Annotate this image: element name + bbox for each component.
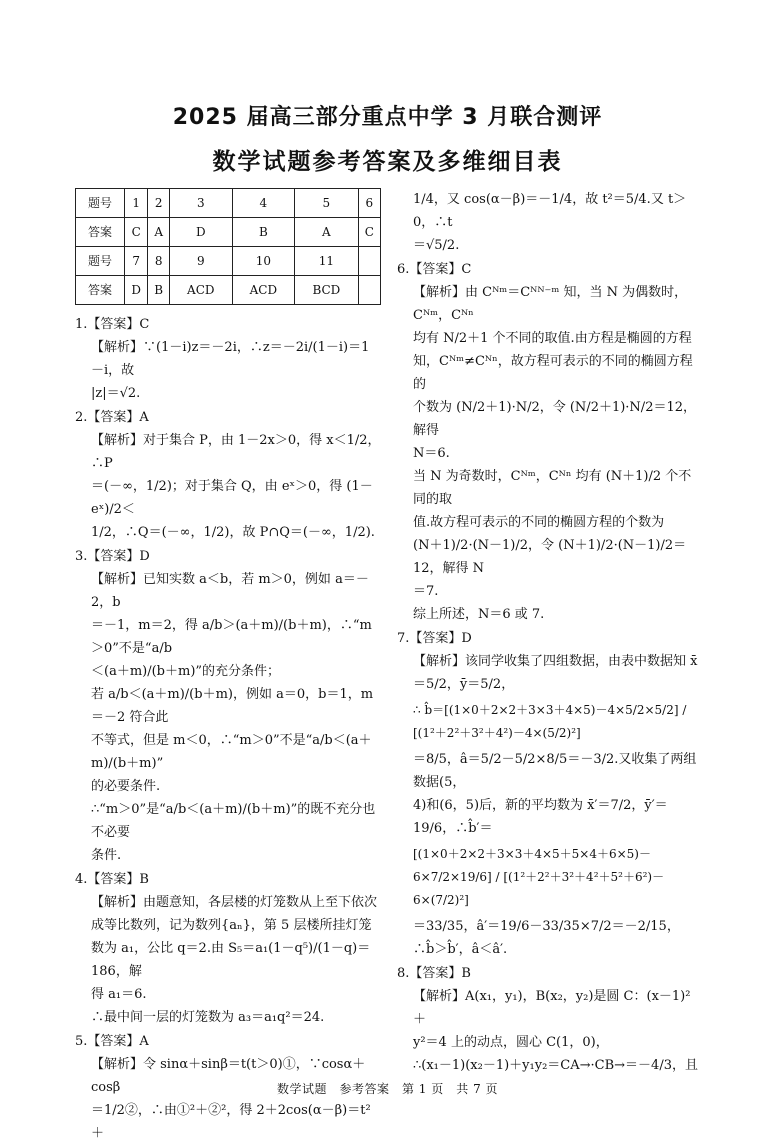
right-column [397, 188, 699, 1077]
solution-line: ∴“m＞0”是“a/b＜(a＋m)/(b＋m)”的既不充分也不必要 [91, 802, 376, 840]
solution-line: 若 a/b＜(a＋m)/(b＋m)，例如 a＝0，b＝1，m＝－2 符合此 [91, 687, 374, 725]
solution-line: 条件. [91, 848, 122, 863]
answer-heading: 8.【答案】B [397, 966, 471, 981]
answer-table-cell: 10 [232, 247, 295, 276]
solution-line: 【解析】∵(1－i)z＝－2i，∴z＝－2i/(1－i)＝1－i，故 [91, 340, 370, 378]
answer-table-cell: 3 [169, 189, 232, 218]
answer-table-cell: 答案 [76, 218, 125, 247]
solution-line: |z|＝√2. [91, 386, 141, 401]
answer-table-cell: D [169, 218, 232, 247]
solution-line: 【解析】由题意知，各层楼的灯笼数从上至下依次 [91, 895, 378, 910]
answer-table-cell: ACD [169, 276, 232, 305]
answer-table-row [76, 276, 381, 305]
solution-line: 1/4，又 cos(α－β)＝－1/4，故 t²＝5/4.又 t＞0，∴t [413, 192, 687, 230]
solution-line: ＝－1，m＝2，得 a/b＞(a＋m)/(b＋m)，∴“m＞0”不是“a/b [91, 618, 372, 656]
answer-table-row [76, 218, 381, 247]
equation-line: ∴ b̂＝[(1×0＋2×2＋3×3＋4×5)－4×5/2×5/2] / [(1²＋2²＋3²＋4²)－4×(5/2)²] [413, 703, 687, 740]
answer-heading: 1.【答案】C [75, 317, 150, 332]
solution-line: 【解析】令 sinα＋sinβ＝t(t＞0)①，∵cosα＋cosβ [91, 1057, 366, 1095]
solution-line: ＝7. [413, 584, 439, 599]
answer-table-cell: 9 [169, 247, 232, 276]
answer-table-cell: D [125, 276, 148, 305]
page-footer: 数学试题 参考答案 第 1 页 共 7 页 [276, 1082, 499, 1096]
solution-line: 的必要条件. [91, 779, 161, 794]
solution-line: y²＝4 上的动点，圆心 C(1，0)， [413, 1035, 609, 1050]
answer-table-cell: B [148, 276, 170, 305]
solution-line: ＝(－∞，1/2)；对于集合 Q，由 eˣ＞0，得 (1－eˣ)/2＜ [91, 479, 373, 517]
solution-line: 知，Cᴺᵐ≠Cᴺⁿ，故方程可表示的不同的椭圆方程的 [413, 354, 693, 392]
solution-line: 成等比数列，记为数列{aₙ}，第 5 层楼所挂灯笼 [91, 918, 372, 933]
answer-table-row [76, 189, 381, 218]
solution-line: 【解析】A(x₁，y₁)，B(x₂，y₂)是圆 C：(x－1)²＋ [413, 989, 691, 1027]
answer-heading: 7.【答案】D [397, 631, 472, 646]
right-content [397, 188, 699, 1077]
answer-table-cell: 答案 [76, 276, 125, 305]
answer-table-cell: A [148, 218, 170, 247]
left-column [75, 188, 381, 1145]
equation-line: [(1×0＋2×2＋3×3＋4×5＋5×4＋6×5)－6×7/2×19/6] / [(1²＋2²＋3²＋4²＋5²＋6²)－6×(7/2)²] [413, 847, 665, 907]
solution-line: 得 a₁＝6. [91, 987, 147, 1002]
answer-table-cell: 2 [148, 189, 170, 218]
answer-table-cell: 7 [125, 247, 148, 276]
answer-table-cell: 11 [295, 247, 358, 276]
solution-line: 均有 N/2＋1 个不同的取值.由方程是椭圆的方程 [413, 331, 692, 346]
solution-line: 1/2，∴Q＝(－∞，1/2)，故 P∩Q＝(－∞，1/2). [91, 525, 375, 540]
left-content [75, 313, 381, 1145]
answer-heading: 4.【答案】B [75, 872, 149, 887]
answer-heading: 5.【答案】A [75, 1034, 149, 1049]
answer-table-cell: 4 [232, 189, 295, 218]
answer-table-cell: C [358, 218, 380, 247]
page-subtitle: 数学试题参考答案及多维细目表 [212, 149, 563, 175]
answer-table [75, 188, 381, 305]
page-title: 2025 届高三部分重点中学 3 月联合测评 [172, 105, 603, 130]
answer-table-cell: 5 [295, 189, 358, 218]
solution-line: 【解析】由 Cᴺᵐ＝Cᴺᴺ⁻ᵐ 知，当 N 为偶数时，Cᴺᵐ，Cᴺⁿ [413, 285, 688, 323]
answer-table-cell: BCD [295, 276, 358, 305]
solution-line: 数为 a₁，公比 q＝2.由 S₅＝a₁(1－q⁵)/(1－q)＝186，解 [91, 941, 371, 979]
solution-line: 综上所述，N＝6 或 7. [413, 607, 545, 622]
answer-table-cell: 1 [125, 189, 148, 218]
solution-line: 值.故方程可表示的不同的椭圆方程的个数为 [413, 515, 665, 530]
answer-table-cell: 6 [358, 189, 380, 218]
answer-table-row [76, 247, 381, 276]
answer-heading: 6.【答案】C [397, 262, 472, 277]
solution-line: ＝√5/2. [413, 238, 460, 253]
solution-line: 4)和(6，5)后，新的平均数为 x̄′＝7/2，ȳ′＝19/6，∴b̂′＝ [413, 798, 668, 836]
solution-line: ＝33/35，â′＝19/6－33/35×7/2＝－2/15，∴b̂＞b̂′，â＜â′. [413, 919, 680, 957]
solution-line: ＜(a＋m)/(b＋m)”的充分条件； [91, 664, 281, 679]
answer-table-cell: 8 [148, 247, 170, 276]
solution-line: ＝1/2②，∴由①²＋②²，得 2＋2cos(α－β)＝t²＋ [91, 1103, 371, 1141]
solution-line: ＝5/2，ȳ＝5/2， [413, 677, 515, 692]
solution-line: ∴最中间一层的灯笼数为 a₃＝a₁q²＝24. [91, 1010, 325, 1025]
answer-table-cell [358, 247, 380, 276]
solution-line: 当 N 为奇数时，Cᴺᵐ，Cᴺⁿ 均有 (N＋1)/2 个不同的取 [413, 469, 692, 507]
answer-table-cell: ACD [232, 276, 295, 305]
answer-heading: 2.【答案】A [75, 410, 149, 425]
answer-table-cell: B [232, 218, 295, 247]
answer-heading: 3.【答案】D [75, 549, 150, 564]
answer-table-cell: A [295, 218, 358, 247]
solution-line: 不等式，但是 m＜0，∴“m＞0”不是“a/b＜(a＋m)/(b＋m)” [91, 733, 372, 771]
answer-table-cell: 题号 [76, 247, 125, 276]
answer-table-cell: C [125, 218, 148, 247]
answer-table-cell [358, 276, 380, 305]
solution-line: ＝8/5，â＝5/2－5/2×8/5＝－3/2.又收集了两组数据(5， [413, 752, 697, 790]
solution-line: 【解析】该同学收集了四组数据，由表中数据知 x̄ [413, 654, 698, 669]
solution-line: 【解析】已知实数 a＜b，若 m＞0，例如 a＝－2，b [91, 572, 369, 610]
answer-table-cell: 题号 [76, 189, 125, 218]
solution-line: (N＋1)/2·(N－1)/2，令 (N＋1)/2·(N－1)/2＝12，解得 N [413, 538, 687, 576]
solution-line: 【解析】对于集合 P，由 1－2x＞0，得 x＜1/2，∴P [91, 433, 381, 471]
solution-line: 个数为 (N/2＋1)·N/2，令 (N/2＋1)·N/2＝12，解得 [413, 400, 697, 438]
solution-line: ∴(x₁－1)(x₂－1)＋y₁y₂＝CA→·CB→＝－4/3，且 [413, 1058, 698, 1073]
solution-line: N＝6. [413, 446, 450, 461]
